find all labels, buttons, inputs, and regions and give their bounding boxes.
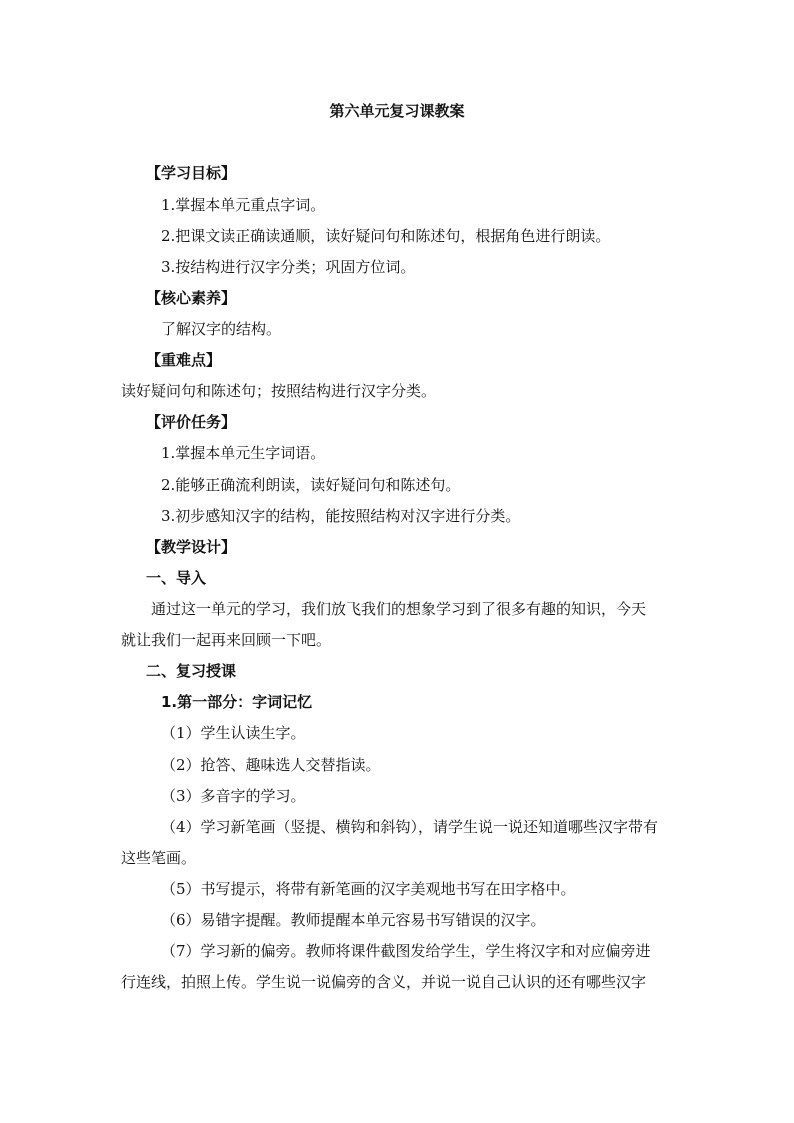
section-heading-design: 【教学设计】 [146,538,237,556]
review-item-6: （6）易错字提醒。教师提醒本单元容易书写错误的汉字。 [161,911,546,929]
objective-item-3: 3.按结构进行汉字分类；巩固方位词。 [161,258,416,276]
review-item-1: （1）学生认读生字。 [161,724,306,742]
review-item-3: （3）多音字的学习。 [161,787,306,805]
review-item-7-line-2: 行连线，拍照上传。学生说一说偏旁的含义，并说一说自己认识的还有哪些汉字 [121,973,647,991]
review-item-4-line-2: 这些笔画。 [121,849,197,867]
document-title: 第六单元复习课教案 [329,102,465,120]
key-points-text: 读好疑问句和陈述句；按照结构进行汉字分类。 [121,382,437,400]
objective-item-2: 2.把课文读正确读通顺，读好疑问句和陈述句，根据角色进行朗读。 [161,227,611,245]
review-item-4-line-1: （4）学习新笔画（竖提、横钩和斜钩），请学生说一说还知道哪些汉字带有 [161,818,659,836]
evaluation-item-3: 3.初步感知汉字的结构，能按照结构对汉字进行分类。 [161,507,521,525]
subheading-part-one: 1.第一部分：字词记忆 [161,693,313,711]
review-item-7-line-1: （7）学习新的偏旁。教师将课件截图发给学生，学生将汉字和对应偏旁进 [161,942,651,960]
section-heading-objectives: 【学习目标】 [146,164,237,182]
subheading-review: 二、复习授课 [146,662,237,680]
evaluation-item-2: 2.能够正确流利朗读，读好疑问句和陈述句。 [161,476,461,494]
introduction-text-line-2: 就让我们一起再来回顾一下吧。 [121,631,332,649]
section-heading-core-literacy: 【核心素养】 [146,289,237,307]
review-item-5: （5）书写提示，将带有新笔画的汉字美观地书写在田字格中。 [161,880,576,898]
objective-item-1: 1.掌握本单元重点字词。 [161,196,326,214]
subheading-introduction: 一、导入 [146,569,207,587]
review-item-2: （2）抢答、趣味选人交替指读。 [161,756,381,774]
section-heading-evaluation: 【评价任务】 [146,413,237,431]
introduction-text-line-1: 通过这一单元的学习，我们放飞我们的想象学习到了很多有趣的知识，今天 [151,600,647,618]
section-heading-key-points: 【重难点】 [146,351,222,369]
evaluation-item-1: 1.掌握本单元生字词语。 [161,444,326,462]
core-literacy-text: 了解汉字的结构。 [161,320,282,338]
